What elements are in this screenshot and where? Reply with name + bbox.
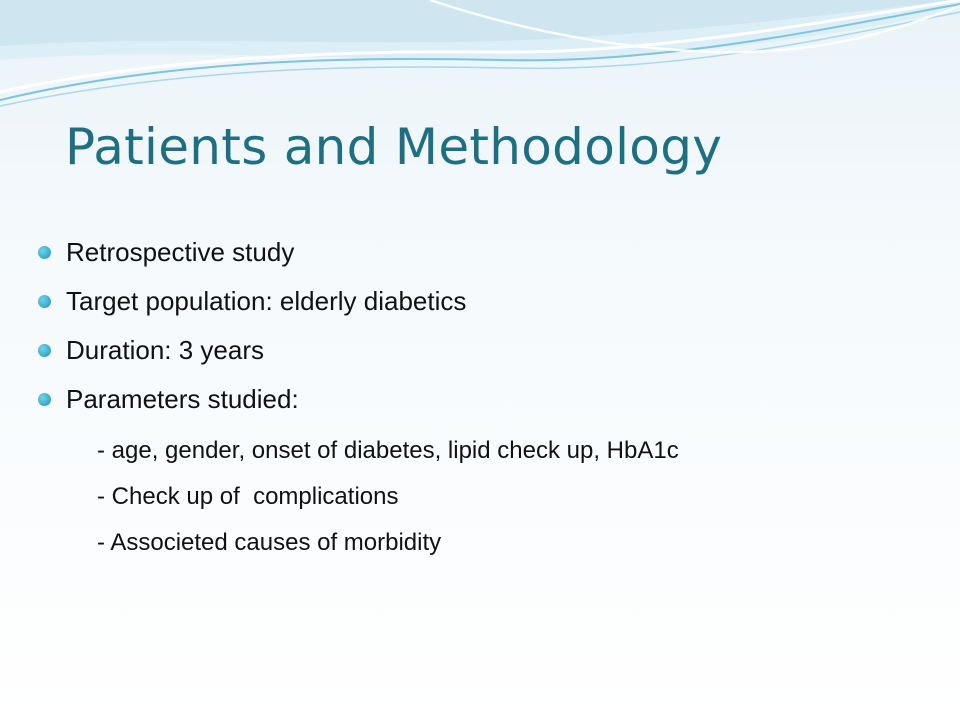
- bullet-list: [38, 230, 466, 426]
- bullet-dot-icon: [38, 344, 51, 357]
- bullet-text: Retrospective study: [66, 237, 295, 267]
- sub-item: - Check up of complications: [97, 483, 399, 510]
- bullet-item: [38, 377, 466, 426]
- bullet-dot-icon: [38, 295, 51, 308]
- bullet-item: [38, 328, 466, 377]
- sub-item-list: [97, 428, 679, 566]
- sub-item: - Associeted causes of morbidity: [97, 529, 442, 556]
- bullet-text: Target population: elderly diabetics: [66, 286, 467, 316]
- sub-item: - age, gender, onset of diabetes, lipid check up, HbA1c: [97, 437, 679, 464]
- slide-title: Patients and Methodology: [65, 118, 723, 176]
- bullet-dot-icon: [38, 393, 51, 406]
- bullet-text: Parameters studied:: [66, 384, 299, 414]
- bullet-dot-icon: [38, 246, 51, 259]
- header-wave-decoration: [0, 0, 960, 120]
- bullet-item: [38, 279, 466, 328]
- bullet-text: Duration: 3 years: [66, 335, 264, 365]
- bullet-item: [38, 230, 466, 279]
